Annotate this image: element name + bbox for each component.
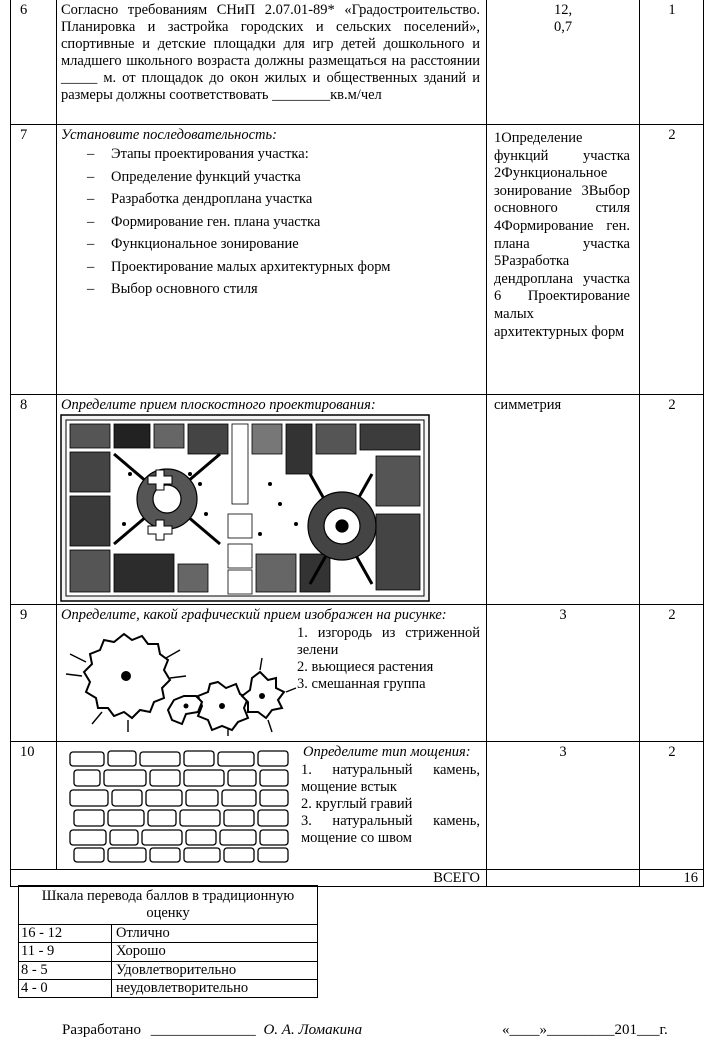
scale-title: Шкала перевода баллов в традиционную оценку — [41, 888, 295, 921]
list-item: – Функциональное зонирование — [87, 236, 467, 259]
row-9-options — [297, 625, 480, 693]
row-8-number: 8 — [20, 397, 28, 413]
developed-label: Разработано — [62, 1022, 141, 1038]
list-item: – Выбор основного стиля — [87, 281, 467, 304]
scale-range: 8 - 5 — [21, 962, 48, 978]
scale-row — [18, 925, 318, 943]
option-item: 3. смешанная группа — [297, 676, 426, 692]
row-6-number: 6 — [20, 2, 28, 18]
scale-range: 11 - 9 — [21, 943, 55, 959]
total-label: ВСЕГО — [433, 870, 480, 886]
list-item: – Определение функций участка — [87, 169, 467, 192]
list-item: – Этапы проектирования участка: — [87, 146, 467, 169]
scale-row — [18, 962, 318, 980]
row-6-points: 1 — [668, 2, 676, 18]
row-7-items — [87, 146, 467, 304]
park-plan-drawing — [60, 414, 430, 602]
row-10-options — [301, 762, 480, 847]
row-10-points: 2 — [668, 744, 676, 760]
option-item: 1. изгородь из стриженной зелени — [297, 625, 480, 658]
row-8-points: 2 — [668, 397, 676, 413]
author-name: О. А. Ломакина — [263, 1022, 363, 1038]
mixed-group-drawing — [62, 628, 298, 738]
row-8-question: Определите прием плоскостного проектирования: — [61, 397, 376, 413]
row-6-question: Согласно требованиям СНиП 2.07.01-89* «Градостроительство. Планировка и застройка городских и сельских поселений», спортивные и детские площадки для игр детей дошкольного и младшего школьного возраста должны размещаться на расстоянии _____ м. от площадок до окон жилых и общественных зданий и размеры должны соответствовать ________кв.м/чел — [61, 2, 480, 103]
stone-paving-drawing — [64, 748, 294, 866]
row-6-answer-line-1: 12, — [553, 2, 573, 18]
row-6-answer — [487, 2, 639, 36]
footer-date: «____»_________201___г. — [502, 1022, 668, 1038]
row-7-points: 2 — [668, 127, 676, 143]
option-item: 2. вьющиеся растения — [297, 659, 434, 675]
scale-row — [18, 943, 318, 961]
row-7-question: Установите последовательность: — [61, 127, 277, 143]
scale-grade: Отлично — [116, 925, 170, 941]
option-item: 2. круглый гравий — [301, 796, 413, 812]
row-9-question: Определите, какой графический прием изображен на рисунке: — [61, 607, 447, 623]
scale-row — [18, 980, 318, 998]
row-10-answer: 3 — [559, 744, 567, 760]
row-9-points: 2 — [668, 607, 676, 623]
option-item: 1. натуральный камень, мощение встык — [301, 762, 480, 795]
total-value: 16 — [683, 870, 698, 886]
row-10-question: Определите тип мощения: — [303, 744, 471, 760]
scale-range: 4 - 0 — [21, 980, 48, 996]
list-item: – Проектирование малых архитектурных форм — [87, 259, 467, 282]
row-8-answer: симметрия — [494, 397, 562, 413]
list-item: – Формирование ген. плана участка — [87, 214, 467, 237]
scale-grade: Удовлетворительно — [116, 962, 237, 978]
row-6-answer-line-2: 0,7 — [553, 19, 573, 35]
row-7-number: 7 — [20, 127, 28, 143]
row-7-answer: 1Определение функций участка 2Функциональное зонирование 3Выбор основного стиля 4Формирование ген. плана участка 5Разработка дендроплана участка 6 Проектирование малых архитектурных форм — [494, 130, 630, 340]
row-10-number: 10 — [20, 744, 35, 760]
signature-blank: ______________ — [150, 1022, 256, 1038]
footer-developed — [62, 1022, 362, 1039]
scale-grade: Хорошо — [116, 943, 166, 959]
row-9-answer: 3 — [559, 607, 567, 623]
scale-grade: неудовлетворительно — [116, 980, 249, 996]
scale-range: 16 - 12 — [21, 925, 63, 941]
row-9-number: 9 — [20, 607, 28, 623]
option-item: 3. натуральный камень, мощение со швом — [301, 813, 480, 846]
list-item: – Разработка дендроплана участка — [87, 191, 467, 214]
